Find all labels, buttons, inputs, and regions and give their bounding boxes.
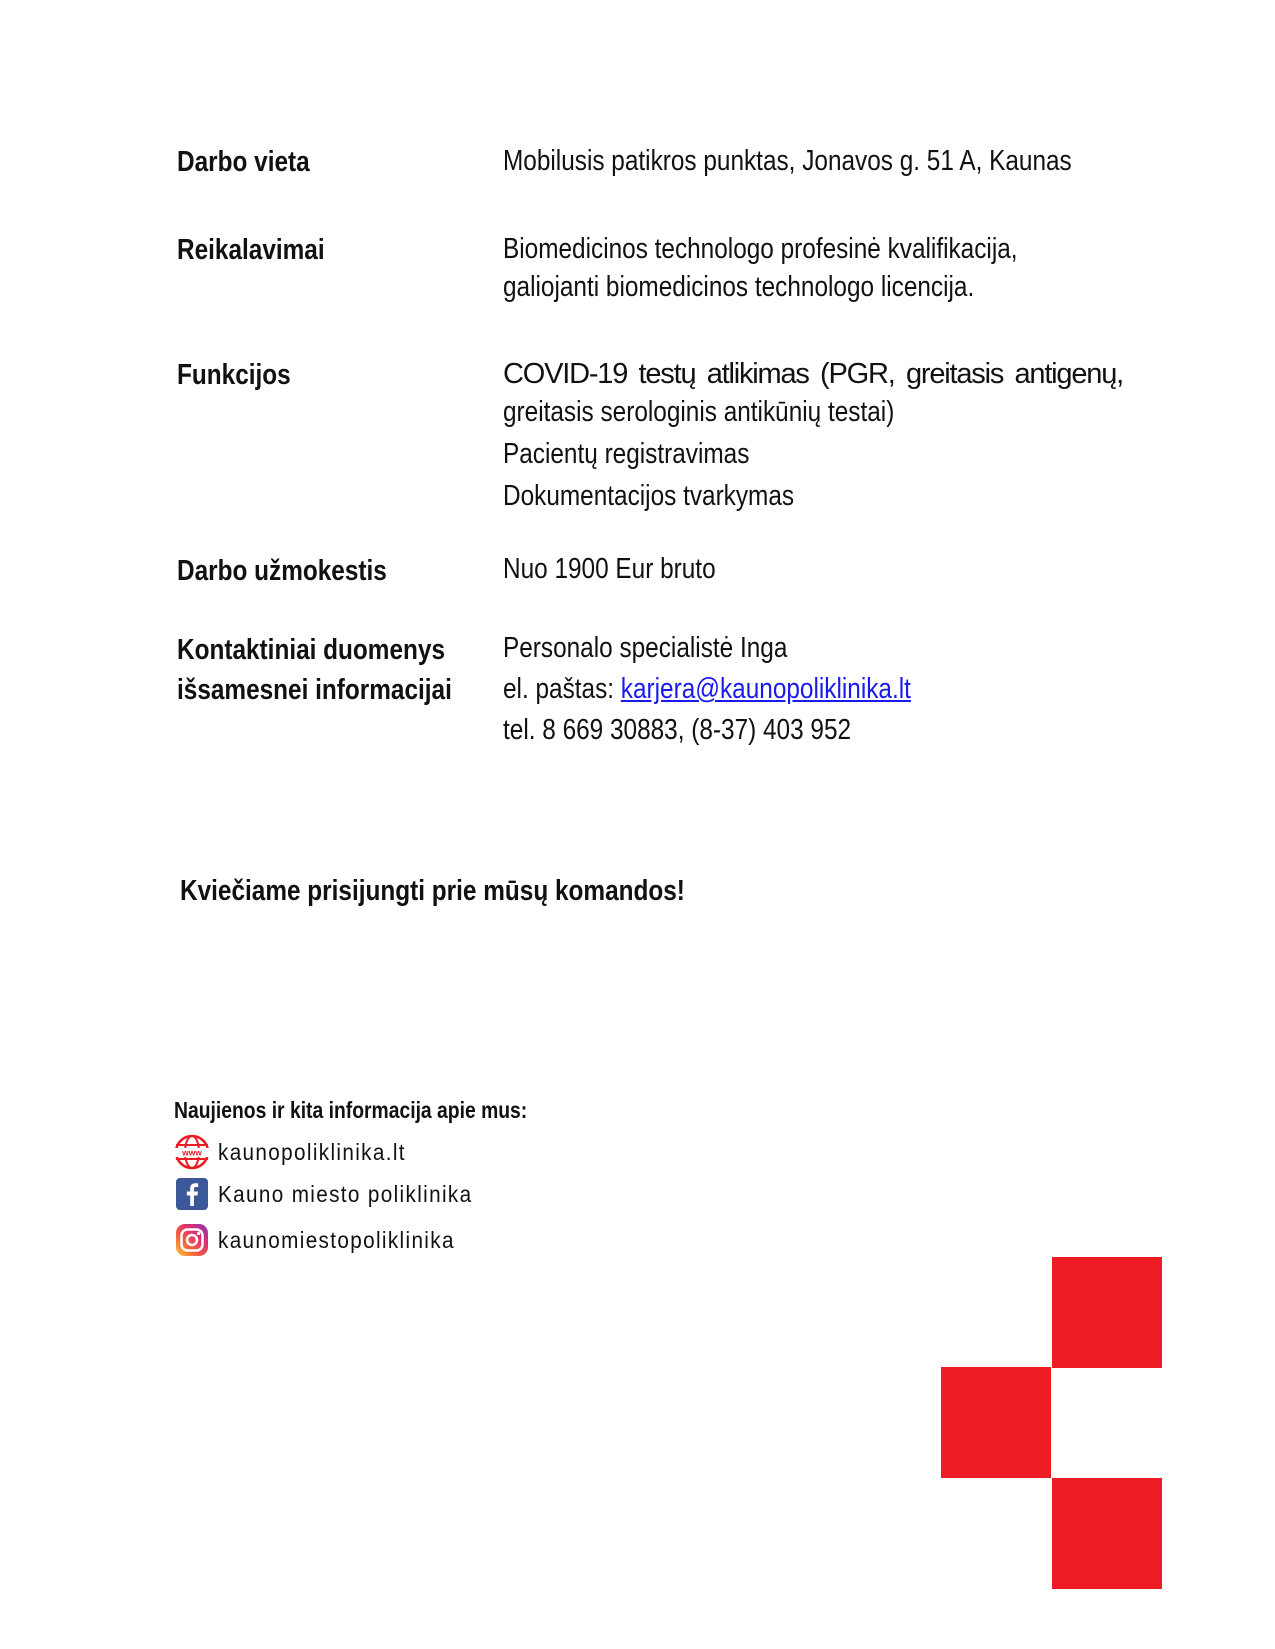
label-functions: Funkcijos	[177, 359, 291, 391]
value-workplace: Mobilusis patikros punktas, Jonavos g. 51 A, Kaunas	[503, 145, 1072, 177]
functions-line-2: greitasis serologinis antikūnių testai)	[503, 396, 895, 428]
requirements-line-2: galiojanti biomedicinos technologo licencija.	[503, 271, 975, 303]
value-contacts	[503, 629, 989, 749]
decorative-red-square-bottom	[1052, 1478, 1162, 1589]
invite-heading: Kviečiame prisijungti prie mūsų komandos!	[180, 875, 685, 907]
value-salary: Nuo 1900 Eur bruto	[503, 553, 716, 585]
email-prefix: el. paštas:	[503, 673, 621, 705]
contact-phone: tel. 8 669 30883, (8-37) 403 952	[503, 714, 852, 746]
value-functions	[503, 355, 1123, 515]
contact-email-line	[503, 670, 989, 708]
decorative-red-square-middle	[941, 1367, 1051, 1478]
website-text: kaunopoliklinika.lt	[218, 1138, 406, 1165]
svg-text:www: www	[182, 1147, 202, 1158]
label-salary: Darbo užmokestis	[177, 555, 387, 587]
facebook-text: Kauno miesto poliklinika	[218, 1180, 473, 1207]
news-title: Naujienos ir kita informacija apie mus:	[174, 1097, 528, 1123]
requirements-line-1: Biomedicinos technologo profesinė kvalifikacija,	[503, 233, 1018, 265]
value-requirements	[503, 230, 1116, 306]
instagram-icon	[174, 1222, 210, 1258]
social-instagram[interactable]	[174, 1222, 481, 1258]
instagram-text: kaunomiestopoliklinika	[218, 1226, 455, 1253]
www-globe-icon	[174, 1134, 210, 1170]
email-link[interactable]: karjera@kaunopoliklinika.lt	[620, 673, 911, 705]
contact-person: Personalo specialistė Inga	[503, 632, 788, 664]
label-workplace: Darbo vieta	[177, 146, 310, 178]
social-website[interactable]	[174, 1134, 427, 1170]
facebook-icon	[174, 1176, 210, 1212]
decorative-red-square-top	[1052, 1257, 1162, 1368]
contacts-label-line-2: išsamesnei informacijai	[177, 674, 452, 706]
label-contacts	[177, 630, 504, 710]
functions-line-4: Dokumentacijos tvarkymas	[503, 480, 795, 512]
social-facebook[interactable]	[174, 1176, 501, 1212]
contacts-label-line-1: Kontaktiniai duomenys	[177, 634, 445, 666]
label-requirements: Reikalavimai	[177, 234, 325, 266]
functions-line-3: Pacientų registravimas	[503, 438, 750, 470]
functions-line-1: COVID-19 testų atlikimas (PGR, greitasis antigenų,	[503, 358, 1123, 390]
